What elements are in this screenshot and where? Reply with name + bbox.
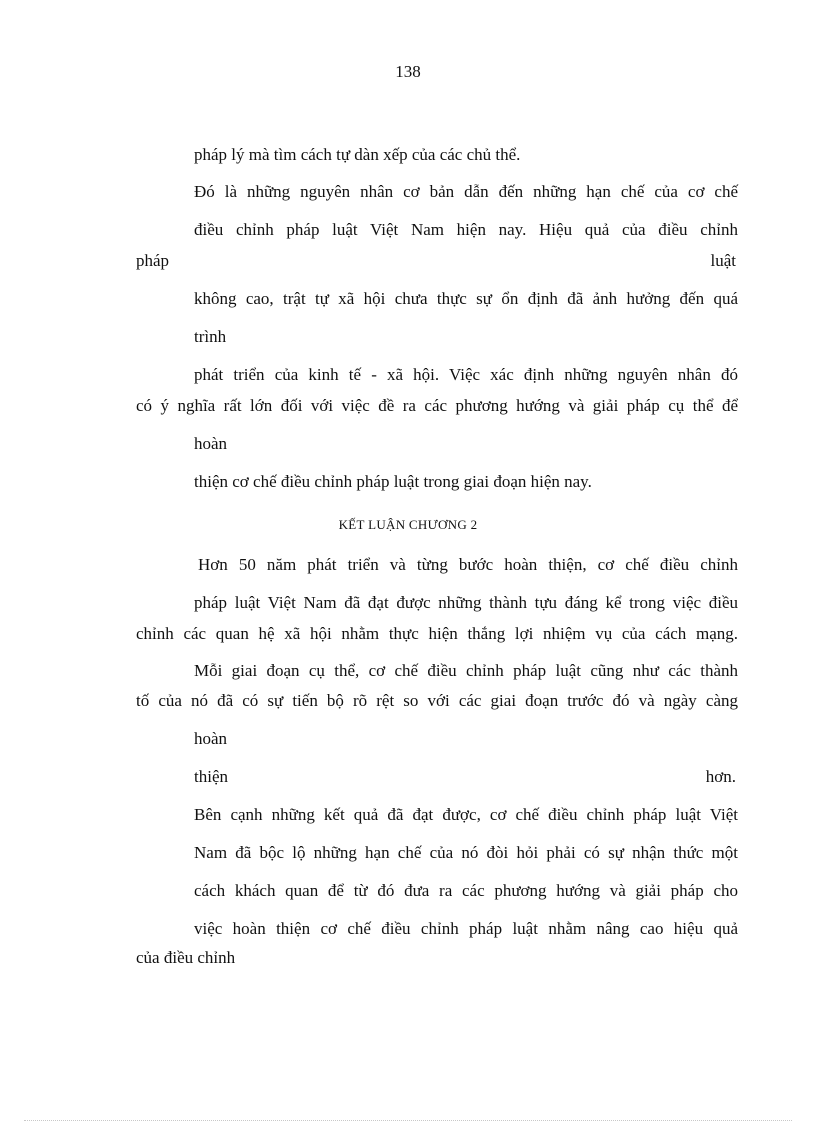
text-line: hoàn [194,729,228,748]
text-line: việc hoàn thiện cơ chế điều chỉnh pháp luật nhằm nâng cao hiệu quả [194,919,738,938]
text-line: Nam đã bộc lộ những hạn chế của nó đòi hỏi phải có sự nhận thức một [194,843,738,862]
text-line: trình [194,327,227,346]
chapter-conclusion-heading: KẾT LUẬN CHƯƠNG 2 [338,517,478,532]
text-line: chỉnh các quan hệ xã hội nhằm thực hiện thắng lợi nhiệm vụ của cách mạng. [136,624,738,643]
text-line: thiện [194,767,228,786]
text-line: pháp [136,251,170,270]
text-line: Bên cạnh những kết quả đã đạt được, cơ chế điều chỉnh pháp luật Việt [194,805,738,824]
text-line: Mỗi giai đoạn cụ thể, cơ chế điều chỉnh pháp luật cũng như các thành [194,661,738,680]
text-line: hoàn [194,434,228,453]
page-bottom-divider [24,1120,792,1121]
text-line: không cao, trật tự xã hội chưa thực sự ổn định đã ảnh hưởng đến quá [194,289,738,308]
text-line: thiện cơ chế điều chỉnh pháp luật trong giai đoạn hiện nay. [194,472,592,491]
text-line: pháp lý mà tìm cách tự dàn xếp của các chủ thể. [194,145,521,164]
text-line: luật [710,251,736,270]
text-line: Đó là những nguyên nhân cơ bản dẫn đến những hạn chế của cơ chế [194,182,738,201]
text-line: điều chỉnh pháp luật Việt Nam hiện nay. Hiệu quả của điều chỉnh [194,220,738,239]
text-line: cách khách quan để từ đó đưa ra các phương hướng và giải pháp cho [194,881,738,900]
text-line: phát triển của kinh tế - xã hội. Việc xác định những nguyên nhân đó [194,365,738,384]
text-line: hơn. [705,767,736,786]
text-line: tố của nó đã có sự tiến bộ rõ rệt so với các giai đoạn trước đó và ngày càng [136,691,738,710]
text-line: của điều chỉnh [136,948,236,967]
page-number: 138 [395,62,421,81]
text-line: có ý nghĩa rất lớn đối với việc đề ra các phương hướng và giải pháp cụ thể để [136,396,738,415]
text-line: pháp luật Việt Nam đã đạt được những thành tựu đáng kể trong việc điều [194,593,738,612]
text-line: Hơn 50 năm phát triển và từng bước hoàn thiện, cơ chế điều chỉnh [198,555,738,574]
